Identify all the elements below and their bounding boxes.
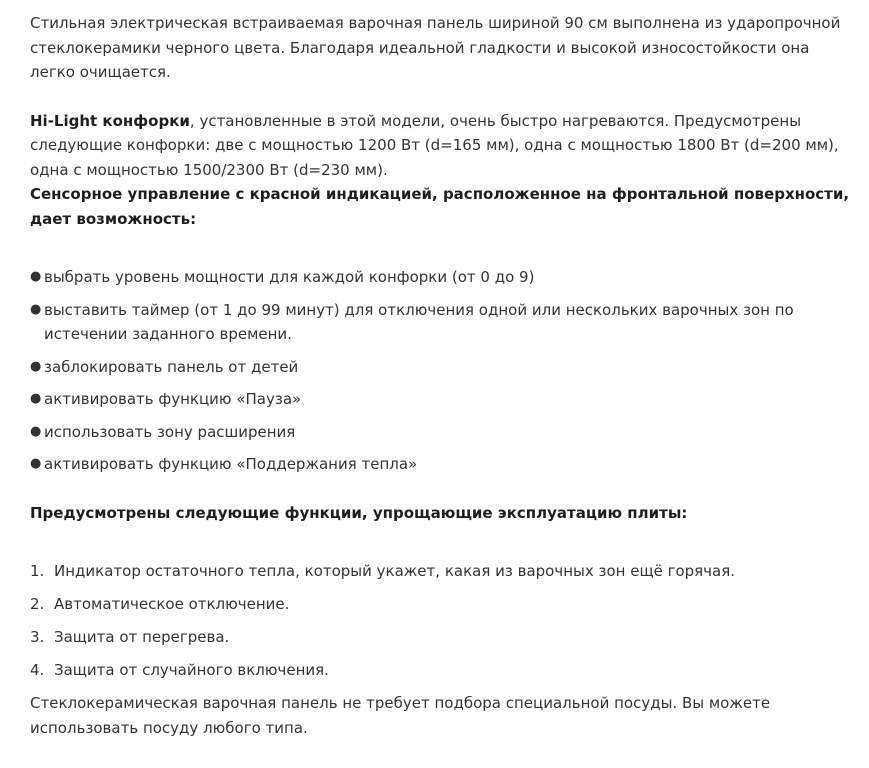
sensor-control-heading: Сенсорное управление с красной индикацией, расположенное на фронтальной поверхности, дает возможность: bbox=[30, 185, 850, 228]
outro-paragraph: Стеклокерамическая варочная панель не требует подбора специальной посуды. Вы можете использовать посуду любого типа. bbox=[30, 694, 771, 737]
list-item-text: активировать функцию «Пауза» bbox=[44, 390, 302, 408]
list-item-text: использовать зону расширения bbox=[44, 422, 296, 441]
bullet-icon: ● bbox=[30, 456, 42, 471]
bullet-icon: ● bbox=[30, 301, 42, 317]
bullet-icon: ● bbox=[30, 358, 42, 374]
list-item-text: Автоматическое отключение. bbox=[54, 595, 290, 613]
bullet-icon: ● bbox=[30, 269, 42, 284]
bullet-icon: ● bbox=[30, 391, 42, 406]
list-item-text: выставить таймер (от 1 до 99 минут) для отключения одной или нескольких варочных зон по истечении заданного времени. bbox=[44, 300, 794, 343]
list-item bbox=[30, 298, 850, 347]
list-item-text: Защита от перегрева. bbox=[54, 628, 230, 646]
list-item-number: 2. bbox=[30, 595, 45, 613]
hilight-text: , установленные в этой модели, очень быстро нагреваются. Предусмотрены следующие конфорки: две с мощностью 1200 Вт (d=165 мм), одна с мощностью 1800 Вт (d=200 мм), одна с мощностью 1500/2300 Вт (d=230 мм). bbox=[30, 111, 839, 179]
list-item-text: активировать функцию «Поддержания тепла» bbox=[44, 455, 418, 473]
list-item-number: 4. bbox=[30, 661, 45, 679]
list-item-text: Индикатор остаточного тепла, который укажет, какая из варочных зон ещё горячая. bbox=[54, 562, 736, 580]
functions-list bbox=[30, 559, 850, 683]
intro-paragraph: Стильная электрическая встраиваемая варочная панель шириной 90 см выполнена из ударопрочной стеклокерамики черного цвета. Благодаря идеальной гладкости и высокой износостойкости она легко очищается. bbox=[30, 14, 841, 81]
list-item bbox=[30, 625, 850, 650]
list-item bbox=[30, 355, 850, 380]
hilight-bold-text: Hi-Light конфорки bbox=[30, 111, 190, 130]
list-item-number: 1. bbox=[30, 562, 45, 580]
list-item-number: 3. bbox=[30, 628, 45, 646]
list-item-text: Защита от случайного включения. bbox=[54, 661, 329, 679]
list-item bbox=[30, 559, 850, 584]
list-item bbox=[30, 420, 850, 445]
product-description bbox=[30, 11, 850, 740]
functions-heading: Предусмотрены следующие функции, упрощающие эксплуатацию плиты: bbox=[30, 503, 688, 522]
features-list bbox=[30, 265, 850, 477]
list-item-text: выбрать уровень мощности для каждой конфорки (от 0 до 9) bbox=[44, 268, 535, 286]
list-item bbox=[30, 592, 850, 617]
list-item bbox=[30, 387, 850, 412]
list-item bbox=[30, 658, 850, 683]
list-item bbox=[30, 452, 850, 477]
bullet-icon: ● bbox=[30, 423, 42, 439]
list-item bbox=[30, 265, 850, 290]
list-item-text: заблокировать панель от детей bbox=[44, 357, 299, 376]
hilight-paragraph bbox=[30, 109, 850, 183]
